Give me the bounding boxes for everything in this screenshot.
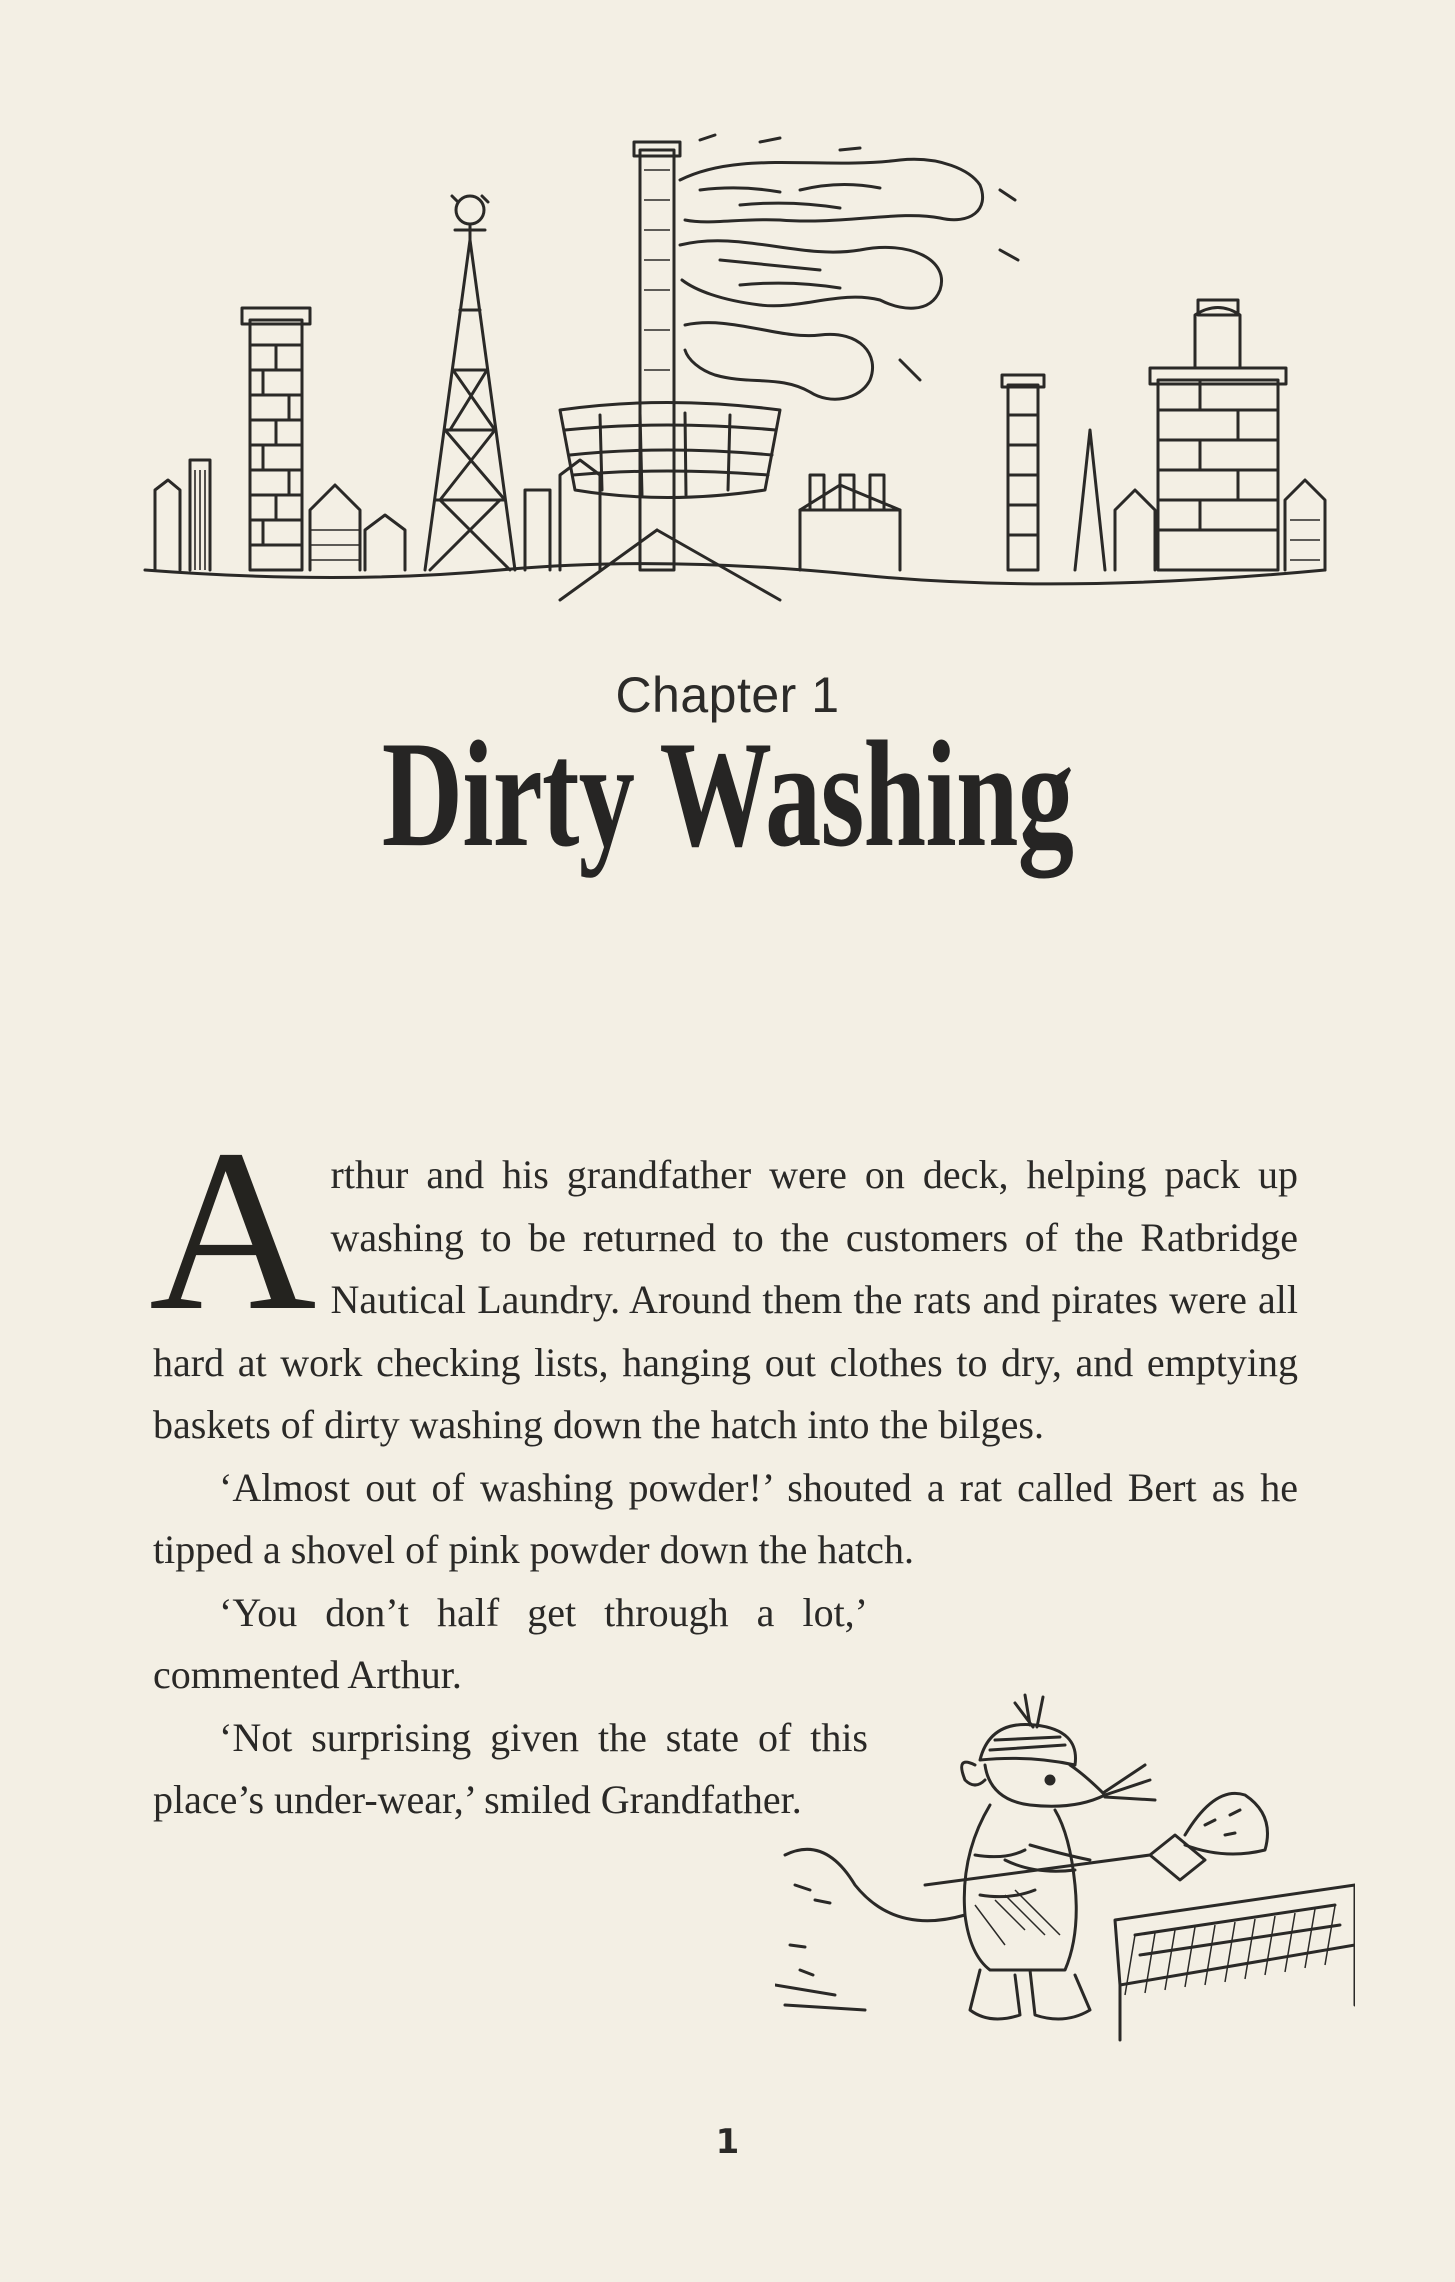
- drop-cap: A: [149, 1102, 317, 1359]
- chapter-label: Chapter 1: [615, 667, 840, 723]
- paragraph-1-text: rthur and his grandfather were on deck, helping pack up washing to be returned to the customers of the Ratbridge Nautical Laundry. Around them the rats and pirates were all hard at work checking lists, hanging out clothes to dry, and emptying baskets of dirty washing down the hatch into the bilges.: [153, 1152, 1298, 1447]
- paragraph-4: ‘Not surprising given the state of this place’s under-wear,’ smiled Grandfather.: [153, 1714, 868, 1822]
- chapter-title: Dirty Washing: [381, 710, 1074, 878]
- paragraph-1: [149, 1102, 1298, 1457]
- paragraph-2: ‘Almost out of washing powder!’ shouted a rat called Bert as he tipped a shovel of pink powder down the hatch.: [153, 1464, 1298, 1572]
- page-number: 1: [715, 2122, 740, 2162]
- rat-shovelling-illustration: [775, 1685, 1355, 2045]
- paragraph-3: ‘You don’t half get through a lot,’ commented Arthur.: [153, 1589, 868, 1697]
- rooftop-laundry-illustration: [140, 130, 1330, 620]
